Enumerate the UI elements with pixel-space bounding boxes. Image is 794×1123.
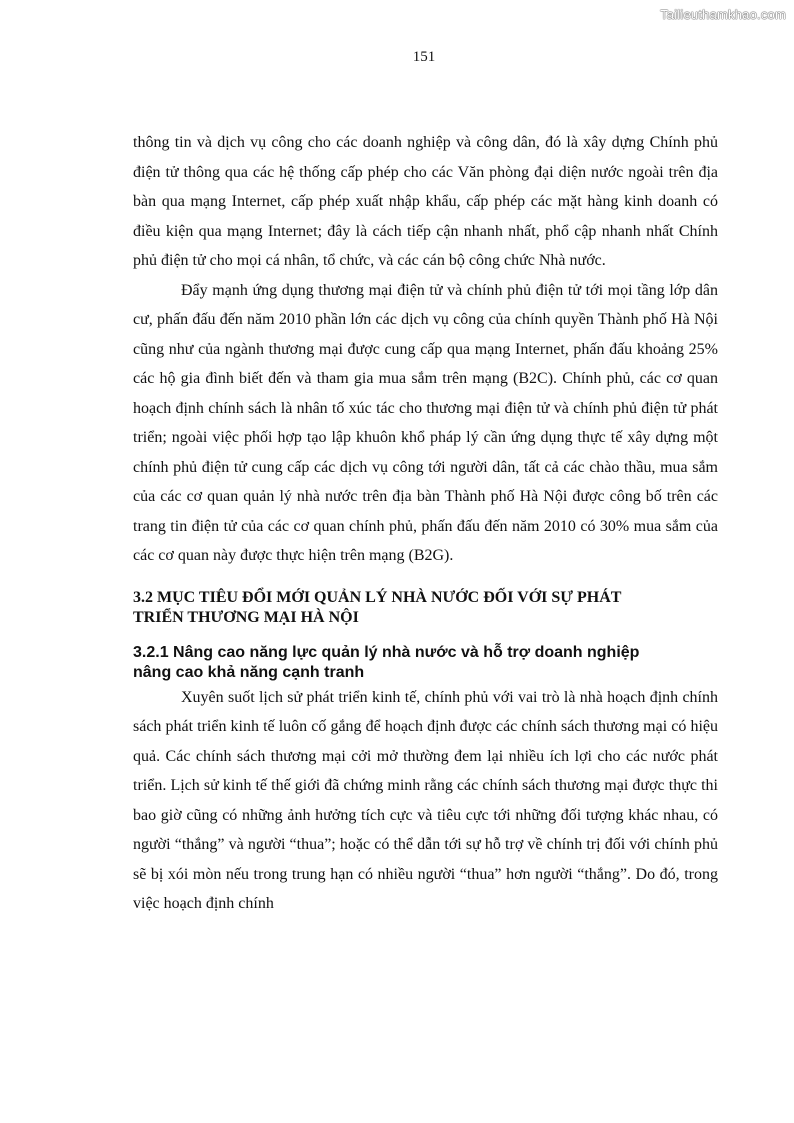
subsection-heading-line2: nâng cao khả năng cạnh tranh (133, 663, 365, 681)
subsection-heading (133, 643, 718, 683)
subsection-heading-line1: 3.2.1 Nâng cao năng lực quản lý nhà nước và hỗ trợ doanh nghiệp (133, 643, 640, 661)
page-number: 151 (412, 49, 436, 65)
paragraph-continuation: thông tin và dịch vụ công cho các doanh nghiệp và công dân, đó là xây dựng Chính phủ điện tử thông qua các hệ thống cấp phép cho các Văn phòng đại diện nước ngoài trên địa bàn qua mạng Internet, cấp phép xuất nhập khẩu, cấp phép các mặt hàng kinh doanh có điều kiện qua mạng Internet; đây là cách tiếp cận nhanh nhất, phổ cập nhanh nhất Chính phủ điện tử cho mọi cá nhân, tổ chức, và các cán bộ công chức Nhà nước. (133, 134, 718, 269)
section-heading-line1: 3.2 MỤC TIÊU ĐỔI MỚI QUẢN LÝ NHÀ NƯỚC ĐỐI VỚI SỰ PHÁT (133, 588, 622, 606)
watermark-text: Tailieuthamkhao.com (660, 7, 786, 22)
section-heading-line2: TRIỂN THƯƠNG MẠI HÀ NỘI (133, 608, 359, 626)
paragraph-ecommerce: Đẩy mạnh ứng dụng thương mại điện tử và chính phủ điện tử tới mọi tầng lớp dân cư, phấn đấu đến năm 2010 phần lớn các dịch vụ công của chính quyền Thành phố Hà Nội cũng như của ngành thương mại được cung cấp qua mạng Internet, phấn đấu khoảng 25% các hộ gia đình biết đến và tham gia mua sắm trên mạng (B2C). Chính phủ, các cơ quan hoạch định chính sách là nhân tố xúc tác cho thương mại điện tử và chính phủ điện tử phát triển; ngoài việc phối hợp tạo lập khuôn khổ pháp lý cần ứng dụng thực tế xây dựng một chính phủ điện tử cung cấp các dịch vụ công tới người dân, tất cả các chào thầu, mua sắm của các cơ quan quản lý nhà nước trên địa bàn Thành phố Hà Nội được công bố trên các trang tin điện tử của các cơ quan chính phủ, phấn đấu đến năm 2010 có 30% mua sắm của các cơ quan này được thực hiện trên mạng (B2G). (133, 281, 718, 564)
document-body (133, 128, 718, 919)
section-heading (133, 588, 718, 628)
paragraph-policy: Xuyên suốt lịch sử phát triển kinh tế, chính phủ với vai trò là nhà hoạch định chính sách phát triển kinh tế luôn cố gắng để hoạch định được các chính sách thương mại có hiệu quả. Các chính sách thương mại cởi mở thường đem lại nhiều ích lợi cho các nước phát triển. Lịch sử kinh tế thế giới đã chứng minh rằng các chính sách thương mại được thực thi bao giờ cũng có những ảnh hưởng tích cực và tiêu cực tới những đối tượng khác nhau, có người “thắng” và người “thua”; hoặc có thể dẫn tới sự hỗ trợ về chính trị đối với chính phủ sẽ bị xói mòn nếu trong trung hạn có nhiều người “thua” hơn người “thắng”. Do đó, trong việc hoạch định chính (133, 688, 718, 912)
